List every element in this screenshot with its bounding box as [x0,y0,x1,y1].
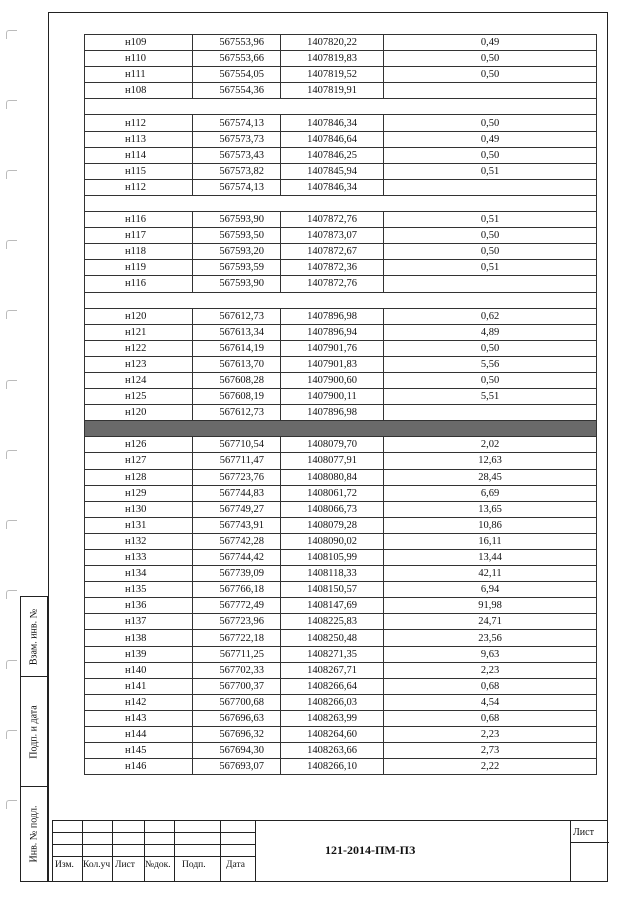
point-name-cell: н134 [85,566,193,582]
y-coordinate-cell: 1408090,02 [281,533,384,549]
x-coordinate-cell: 567612,73 [193,308,281,324]
table-row [85,372,597,388]
x-coordinate-cell: 567711,25 [193,646,281,662]
table-row [85,694,597,710]
x-coordinate-cell: 567554,05 [193,67,281,83]
point-name-cell: н145 [85,743,193,759]
table-row [85,550,597,566]
distance-cell: 10,86 [384,517,597,533]
y-coordinate-cell: 1407872,36 [281,260,384,276]
y-coordinate-cell: 1407819,83 [281,51,384,67]
y-coordinate-cell: 1407846,64 [281,131,384,147]
x-coordinate-cell: 567612,73 [193,405,281,421]
y-coordinate-cell: 1407819,91 [281,83,384,99]
empty-row [85,99,597,115]
x-coordinate-cell: 567608,28 [193,372,281,388]
y-coordinate-cell: 1408267,71 [281,662,384,678]
y-coordinate-cell: 1408250,48 [281,630,384,646]
table-row [85,469,597,485]
table-row [85,276,597,292]
document-number: 121-2014-ПМ-ПЗ [325,843,416,857]
point-name-cell: н137 [85,614,193,630]
distance-cell: 0,50 [384,147,597,163]
point-name-cell: н126 [85,437,193,453]
table-row [85,389,597,405]
distance-cell: 28,45 [384,469,597,485]
table-row [85,582,597,598]
x-coordinate-cell: 567739,09 [193,566,281,582]
point-name-cell: н138 [85,630,193,646]
table-row [85,115,597,131]
table-row [85,759,597,775]
distance-cell [384,83,597,99]
point-name-cell: н127 [85,453,193,469]
distance-cell: 0,68 [384,678,597,694]
point-name-cell: н123 [85,356,193,372]
x-coordinate-cell: 567614,19 [193,340,281,356]
x-coordinate-cell: 567696,32 [193,727,281,743]
table-row [85,67,597,83]
x-coordinate-cell: 567700,37 [193,678,281,694]
table-row [85,727,597,743]
x-coordinate-cell: 567723,76 [193,469,281,485]
distance-cell: 4,89 [384,324,597,340]
distance-cell: 42,11 [384,566,597,582]
distance-cell: 5,51 [384,389,597,405]
y-coordinate-cell: 1407846,34 [281,179,384,195]
y-coordinate-cell: 1407896,98 [281,405,384,421]
y-coordinate-cell: 1407900,60 [281,372,384,388]
y-coordinate-cell: 1408150,57 [281,582,384,598]
table-row [85,212,597,228]
x-coordinate-cell: 567574,13 [193,179,281,195]
x-coordinate-cell: 567573,82 [193,163,281,179]
distance-cell: 2,02 [384,437,597,453]
distance-cell: 0,50 [384,372,597,388]
point-name-cell: н109 [85,35,193,51]
y-coordinate-cell: 1407872,67 [281,244,384,260]
x-coordinate-cell: 567554,36 [193,83,281,99]
separator-cell [85,292,597,308]
distance-cell: 13,44 [384,550,597,566]
y-coordinate-cell: 1408266,03 [281,694,384,710]
table-row [85,260,597,276]
x-coordinate-cell: 567593,50 [193,228,281,244]
point-name-cell: н124 [85,372,193,388]
y-coordinate-cell: 1407873,07 [281,228,384,244]
distance-cell: 12,63 [384,453,597,469]
x-coordinate-cell: 567723,96 [193,614,281,630]
table-row [85,308,597,324]
distance-cell: 0,50 [384,228,597,244]
point-name-cell: н120 [85,405,193,421]
y-coordinate-cell: 1408061,72 [281,485,384,501]
point-name-cell: н141 [85,678,193,694]
stamp-list: Лист [115,860,135,870]
distance-cell: 0,68 [384,710,597,726]
distance-cell: 0,50 [384,115,597,131]
y-coordinate-cell: 1407901,83 [281,356,384,372]
point-name-cell: н128 [85,469,193,485]
table-row [85,131,597,147]
distance-cell: 4,54 [384,694,597,710]
y-coordinate-cell: 1408079,70 [281,437,384,453]
separator-cell [85,421,597,437]
table-row [85,51,597,67]
y-coordinate-cell: 1407846,34 [281,115,384,131]
y-coordinate-cell: 1408225,83 [281,614,384,630]
table-row [85,533,597,549]
distance-cell [384,179,597,195]
stamp-kol-uch: Кол.уч [83,860,111,870]
point-name-cell: н116 [85,276,193,292]
x-coordinate-cell: 567574,13 [193,115,281,131]
distance-cell: 0,49 [384,35,597,51]
x-coordinate-cell: 567700,68 [193,694,281,710]
table-row [85,743,597,759]
distance-cell: 0,62 [384,308,597,324]
point-name-cell: н143 [85,710,193,726]
distance-cell [384,405,597,421]
y-coordinate-cell: 1407900,11 [281,389,384,405]
y-coordinate-cell: 1408118,33 [281,566,384,582]
distance-cell: 13,65 [384,501,597,517]
x-coordinate-cell: 567613,70 [193,356,281,372]
point-name-cell: н146 [85,759,193,775]
y-coordinate-cell: 1408266,10 [281,759,384,775]
revision-grid [52,820,255,882]
y-coordinate-cell: 1407846,25 [281,147,384,163]
distance-cell [384,276,597,292]
y-coordinate-cell: 1407896,98 [281,308,384,324]
point-name-cell: н114 [85,147,193,163]
x-coordinate-cell: 567702,33 [193,662,281,678]
point-name-cell: н135 [85,582,193,598]
point-name-cell: н120 [85,308,193,324]
y-coordinate-cell: 1407872,76 [281,212,384,228]
point-name-cell: н122 [85,340,193,356]
x-coordinate-cell: 567593,20 [193,244,281,260]
distance-cell: 0,51 [384,212,597,228]
separator-cell [85,195,597,211]
distance-cell: 9,63 [384,646,597,662]
point-name-cell: н131 [85,517,193,533]
stamp-data: Дата [226,860,245,870]
distance-cell: 16,11 [384,533,597,549]
table-row [85,630,597,646]
x-coordinate-cell: 567710,54 [193,437,281,453]
distance-cell: 0,49 [384,131,597,147]
table-row [85,356,597,372]
distance-cell: 2,23 [384,727,597,743]
point-name-cell: н121 [85,324,193,340]
table-row [85,517,597,533]
stamp-ndok: №док. [145,860,171,870]
point-name-cell: н132 [85,533,193,549]
x-coordinate-cell: 567766,18 [193,582,281,598]
separator-row [85,421,597,437]
distance-cell: 0,50 [384,340,597,356]
table-row [85,710,597,726]
x-coordinate-cell: 567749,27 [193,501,281,517]
y-coordinate-cell: 1407819,52 [281,67,384,83]
coordinates-table [84,34,597,775]
sidebar-stamp [20,596,48,882]
stamp-podp: Подп. [182,860,206,870]
y-coordinate-cell: 1408147,69 [281,598,384,614]
y-coordinate-cell: 1408077,91 [281,453,384,469]
x-coordinate-cell: 567772,49 [193,598,281,614]
x-coordinate-cell: 567744,83 [193,485,281,501]
table-row [85,453,597,469]
x-coordinate-cell: 567744,42 [193,550,281,566]
point-name-cell: н113 [85,131,193,147]
table-row [85,678,597,694]
table-row [85,147,597,163]
x-coordinate-cell: 567743,91 [193,517,281,533]
point-name-cell: н140 [85,662,193,678]
point-name-cell: н129 [85,485,193,501]
point-name-cell: н144 [85,727,193,743]
distance-cell: 0,50 [384,67,597,83]
table-row [85,405,597,421]
distance-cell: 0,51 [384,260,597,276]
table-row [85,244,597,260]
x-coordinate-cell: 567696,63 [193,710,281,726]
distance-cell: 6,69 [384,485,597,501]
y-coordinate-cell: 1408263,99 [281,710,384,726]
point-name-cell: н115 [85,163,193,179]
point-name-cell: н119 [85,260,193,276]
point-name-cell: н125 [85,389,193,405]
sheet-label: Лист [573,827,594,838]
table-row [85,485,597,501]
distance-cell: 23,56 [384,630,597,646]
x-coordinate-cell: 567553,66 [193,51,281,67]
table-row [85,83,597,99]
table-row [85,228,597,244]
y-coordinate-cell: 1407872,76 [281,276,384,292]
table-row [85,614,597,630]
distance-cell: 5,56 [384,356,597,372]
y-coordinate-cell: 1408263,66 [281,743,384,759]
y-coordinate-cell: 1408066,73 [281,501,384,517]
y-coordinate-cell: 1408105,99 [281,550,384,566]
point-name-cell: н139 [85,646,193,662]
empty-row [85,195,597,211]
x-coordinate-cell: 567693,07 [193,759,281,775]
y-coordinate-cell: 1408080,84 [281,469,384,485]
distance-cell: 2,73 [384,743,597,759]
sidebar-inv-podl: Инв. № подл. [28,805,40,863]
point-name-cell: н110 [85,51,193,67]
x-coordinate-cell: 567553,96 [193,35,281,51]
distance-cell: 91,98 [384,598,597,614]
stamp-izm: Изм. [55,860,74,870]
table-row [85,179,597,195]
table-row [85,437,597,453]
y-coordinate-cell: 1408266,64 [281,678,384,694]
x-coordinate-cell: 567711,47 [193,453,281,469]
table-row [85,163,597,179]
table-row [85,598,597,614]
x-coordinate-cell: 567722,18 [193,630,281,646]
distance-cell: 0,51 [384,163,597,179]
point-name-cell: н136 [85,598,193,614]
y-coordinate-cell: 1408264,60 [281,727,384,743]
separator-cell [85,99,597,115]
distance-cell: 0,50 [384,244,597,260]
point-name-cell: н111 [85,67,193,83]
binding-holes [6,30,18,870]
x-coordinate-cell: 567613,34 [193,324,281,340]
sidebar-vzam: Взам. инв. № [21,597,47,677]
point-name-cell: н108 [85,83,193,99]
point-name-cell: н133 [85,550,193,566]
distance-cell: 0,50 [384,51,597,67]
x-coordinate-cell: 567593,59 [193,260,281,276]
point-name-cell: н112 [85,179,193,195]
y-coordinate-cell: 1407901,76 [281,340,384,356]
y-coordinate-cell: 1407896,94 [281,324,384,340]
point-name-cell: н142 [85,694,193,710]
y-coordinate-cell: 1408079,28 [281,517,384,533]
x-coordinate-cell: 567742,28 [193,533,281,549]
table-row [85,646,597,662]
table-row [85,501,597,517]
x-coordinate-cell: 567608,19 [193,389,281,405]
empty-row [85,292,597,308]
x-coordinate-cell: 567694,30 [193,743,281,759]
distance-cell: 6,94 [384,582,597,598]
y-coordinate-cell: 1408271,35 [281,646,384,662]
point-name-cell: н112 [85,115,193,131]
y-coordinate-cell: 1407845,94 [281,163,384,179]
table-row [85,662,597,678]
distance-cell: 24,71 [384,614,597,630]
table-row [85,35,597,51]
point-name-cell: н116 [85,212,193,228]
y-coordinate-cell: 1407820,22 [281,35,384,51]
table-row [85,340,597,356]
x-coordinate-cell: 567573,43 [193,147,281,163]
point-name-cell: н117 [85,228,193,244]
point-name-cell: н130 [85,501,193,517]
point-name-cell: н118 [85,244,193,260]
sidebar-podp-data: Подп. и дата [21,677,47,787]
table-row [85,324,597,340]
distance-cell: 2,23 [384,662,597,678]
table-row [85,566,597,582]
x-coordinate-cell: 567593,90 [193,212,281,228]
x-coordinate-cell: 567593,90 [193,276,281,292]
distance-cell: 2,22 [384,759,597,775]
x-coordinate-cell: 567573,73 [193,131,281,147]
